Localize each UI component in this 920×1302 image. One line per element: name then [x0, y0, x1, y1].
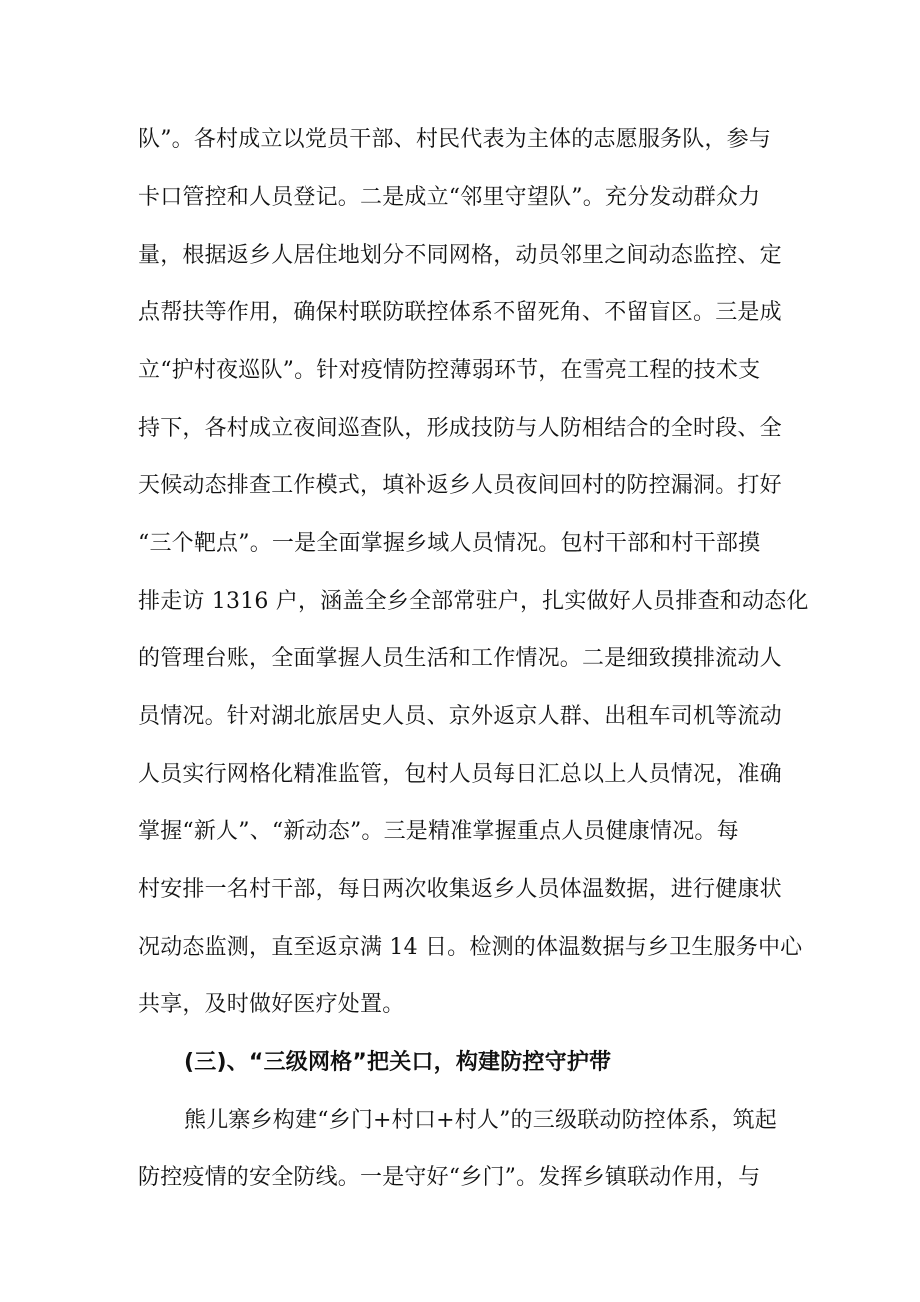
body-text-line: 队”。各村成立以党员干部、村民代表为主体的志愿服务队，参与	[138, 127, 772, 152]
body-text-line: 排走访 1316 户，涵盖全乡全部常驻户，扎实做好人员排查和动态化	[138, 589, 809, 614]
body-text-line: 点帮扶等作用，确保村联防联控体系不留死角、不留盲区。三是成	[138, 300, 782, 325]
body-text-line: 的管理台账，全面掌握人员生活和工作情况。二是细致摸排流动人	[138, 646, 782, 671]
body-text-line: 熊儿寨乡构建“乡门+村口+村人”的三级联动防控体系，筑起	[184, 1108, 777, 1133]
section-heading: (三)、“三级网格”把关口，构建防控守护带	[184, 1050, 612, 1075]
body-text-line: 员情况。针对湖北旅居史人员、京外返京人群、出租车司机等流动	[138, 704, 782, 729]
body-text-line: 防控疫情的安全防线。一是守好“乡门”。发挥乡镇联动作用，与	[138, 1165, 761, 1190]
body-text-line: 持下，各村成立夜间巡查队，形成技防与人防相结合的全时段、全	[138, 416, 782, 441]
body-text-line: 天候动态排查工作模式，填补返乡人员夜间回村的防控漏洞。打好	[138, 473, 782, 498]
body-text-line: 卡口管控和人员登记。二是成立“邻里守望队”。充分发动群众力	[138, 185, 761, 210]
body-text-line: 量，根据返乡人居住地划分不同网格，动员邻里之间动态监控、定	[138, 243, 782, 268]
body-text-line: 共享，及时做好医疗处置。	[138, 992, 405, 1017]
body-text-line: 立“护村夜巡队”。针对疫情防控薄弱环节，在雪亮工程的技术支	[138, 358, 761, 383]
body-text-line: “三个靶点”。一是全面掌握乡域人员情况。包村干部和村干部摸	[138, 531, 761, 556]
body-text-line: 村安排一名村干部，每日两次收集返乡人员体温数据，进行健康状	[138, 877, 782, 902]
body-text-line: 掌握“新人”、“新动态”。三是精准掌握重点人员健康情况。每	[138, 819, 739, 844]
body-text-line: 人员实行网格化精准监管，包村人员每日汇总以上人员情况，准确	[138, 762, 782, 787]
body-text-line: 况动态监测，直至返京满 14 日。检测的体温数据与乡卫生服务中心	[138, 935, 803, 960]
